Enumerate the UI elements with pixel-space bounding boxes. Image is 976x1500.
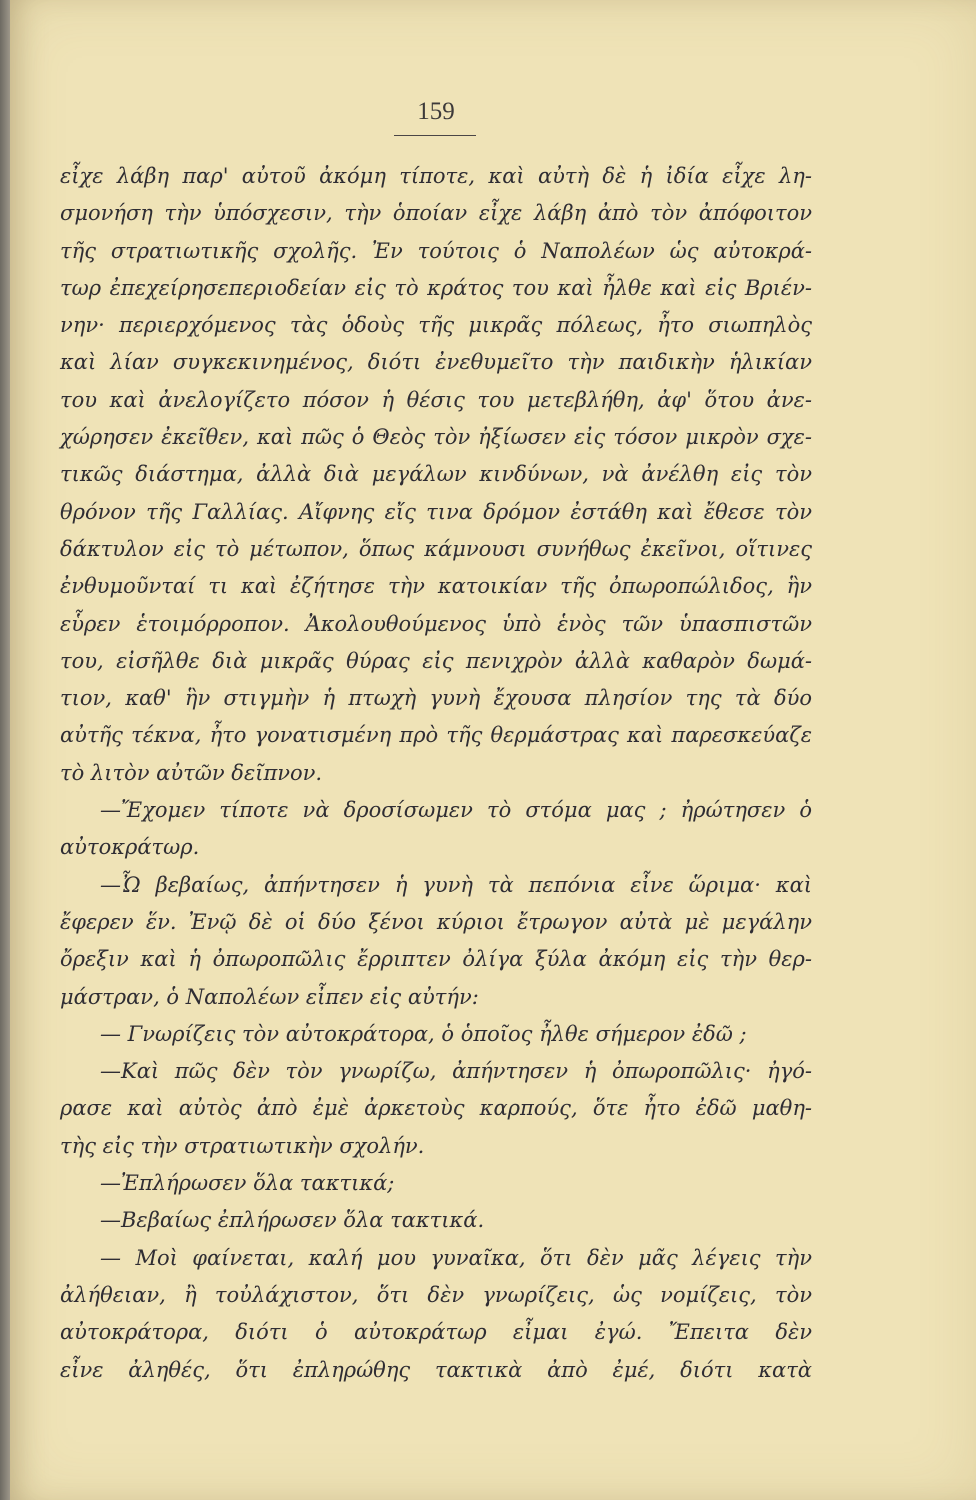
text-line: ἔφερεν ἕν. Ἐνῷ δὲ οἱ δύο ξένοι κύριοι ἔτρωγον αὐτὰ μὲ μεγάλην [60,909,812,934]
text-line: θρόνον τῆς Γαλλίας. Αἴφνης εἴς τινα δρόμον ἐστάθη καὶ ἔθεσε τὸν [60,499,812,524]
text-line: του, εἰσῆλθε διὰ μικρᾶς θύρας εἰς πενιχρὸν ἀλλὰ καθαρὸν δωμά- [60,648,812,673]
text-line: τῆς στρατιωτικῆς σχολῆς. Ἐν τούτοις ὁ Ναπολέων ὡς αὐτοκρά- [60,238,812,263]
text-line: εἶνε ἀληθές, ὅτι ἐπληρώθης τακτικὰ ἀπὸ ἐμέ, διότι κατὰ [60,1357,812,1382]
text-line: —Ἔχομεν τίποτε νὰ δροσίσωμεν τὸ στόμα μας ; ἠρώτησεν ὁ [100,798,812,823]
text-line: τὴς εἰς τὴν στρατιωτικὴν σχολήν. [60,1133,425,1158]
text-line: — Μοὶ φαίνεται, καλή μου γυναῖκα, ὅτι δὲν μᾶς λέγεις τὴν [100,1245,812,1270]
text-line: τικῶς διάστημα, ἀλλὰ διὰ μεγάλων κινδύνων, νὰ ἀνέλθη εἰς τὸν [60,462,812,487]
text-line: ἀλήθειαν, ἢ τοὐλάχιστον, ὅτι δὲν γνωρίζεις, ὡς νομίζεις, τὸν [60,1282,812,1307]
text-line: αὐτοκράτορα, διότι ὁ αὐτοκράτωρ εἶμαι ἐγώ. Ἔπειτα δὲν [60,1320,812,1345]
page-number: 159 [417,98,455,125]
text-line: —Καὶ πῶς δὲν τὸν γνωρίζω, ἀπήντησεν ἡ ὀπωροπῶλις· ἠγό- [100,1059,812,1084]
text-line: εἶχε λάβη παρ' αὐτοῦ ἀκόμη τίποτε, καὶ αὐτὴ δὲ ἡ ἰδία εἶχε λη- [60,164,812,188]
text-line: ὄρεξιν καὶ ἡ ὀπωροπῶλις ἔρριπτεν ὀλίγα ξύλα ἀκόμη εἰς τὴν θερ- [60,947,812,972]
text-line: μάστραν, ὁ Ναπολέων εἶπεν εἰς αὐτήν: [60,984,479,1009]
text-line: τωρ ἐπεχείρησεπεριοδείαν εἰς τὸ κράτος του καὶ ἦλθε καὶ εἰς Βριέν- [60,275,812,300]
text-line: — Γνωρίζεις τὸν αὐτοκράτορα, ὁ ὁποῖος ἦλθε σήμερον ἐδῶ ; [100,1021,747,1046]
text-line: ρασε καὶ αὐτὸς ἀπὸ ἐμὲ ἀρκετοὺς καρπούς, ὅτε ἦτο ἐδῶ μαθη- [60,1096,812,1121]
book-page [10,0,976,1500]
text-line: καὶ λίαν συγκεκινημένος, διότι ἐνεθυμεῖτο τὴν παιδικὴν ἡλικίαν [60,350,812,375]
text-line: δάκτυλον εἰς τὸ μέτωπον, ὅπως κάμνουσι συνήθως ἐκεῖνοι, οἵτινες [60,536,812,561]
text-line: εὗρεν ἑτοιμόρροπον. Ἀκολουθούμενος ὑπὸ ἑνὸς τῶν ὑπασπιστῶν [60,611,812,636]
text-line: ἐνθυμοῦνταί τι καὶ ἐζήτησε τὴν κατοικίαν τῆς ὀπωροπώλιδος, ἣν [60,574,812,599]
text-line: σμονήση τὴν ὑπόσχεσιν, τὴν ὁποίαν εἶχε λάβη ἀπὸ τὸν ἀπόφοιτον [60,201,812,226]
body-text [60,158,812,1389]
text-line: του καὶ ἀνελογίζετο πόσον ἡ θέσις του μετεβλήθη, ἀφ' ὅτου ἀνε- [60,387,812,412]
text-line: —Ἐπλήρωσεν ὅλα τακτικά; [100,1171,395,1196]
text-line: —Ὦ βεβαίως, ἀπήντησεν ἡ γυνὴ τὰ πεπόνια εἶνε ὥριμα· καὶ [100,872,812,897]
text-line: αὐτῆς τέκνα, ἦτο γονατισμένη πρὸ τῆς θερμάστρας καὶ παρεσκεύαζε [60,723,812,748]
page-number-rule [394,135,476,136]
text-line: χώρησεν ἐκεῖθεν, καὶ πῶς ὁ Θεὸς τὸν ἠξίωσεν εἰς τόσον μικρὸν σχε- [60,425,812,450]
text-line: —Βεβαίως ἐπλήρωσεν ὅλα τακτικά. [100,1208,485,1233]
text-line: τιον, καθ' ἣν στιγμὴν ἡ πτωχὴ γυνὴ ἔχουσα πλησίον της τὰ δύο [60,686,812,711]
page-binding-edge [0,0,10,1500]
text-line: τὸ λιτὸν αὐτῶν δεῖπνον. [60,760,323,785]
text-line: νην· περιερχόμενος τὰς ὁδοὺς τῆς μικρᾶς πόλεως, ἦτο σιωπηλὸς [60,313,812,338]
text-line: αὐτοκράτωρ. [60,835,200,860]
